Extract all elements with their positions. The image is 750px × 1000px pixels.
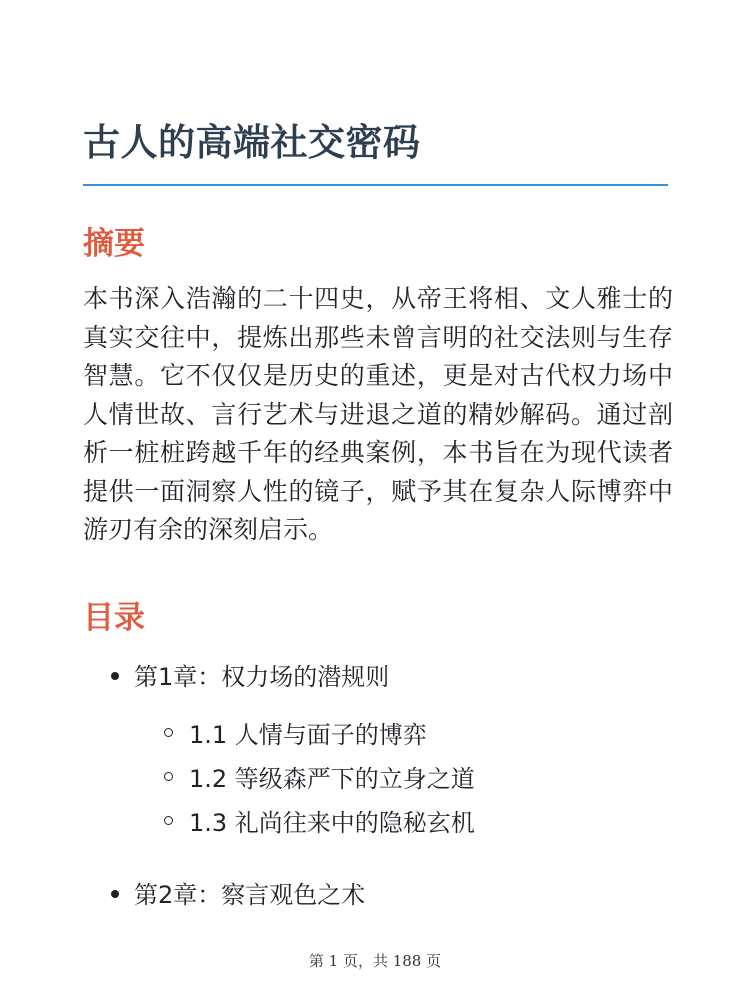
hollow-bullet-icon bbox=[164, 772, 173, 781]
filled-bullet-icon bbox=[111, 890, 119, 898]
abstract-heading: 摘要 bbox=[83, 226, 145, 262]
toc-section-label: 1.3 礼尚往来中的隐秘玄机 bbox=[189, 809, 475, 837]
toc-section-1-2 bbox=[0, 757, 750, 801]
toc-heading: 目录 bbox=[83, 600, 145, 636]
toc-chapter-1-sections bbox=[0, 713, 750, 873]
toc-chapter-label: 第1章：权力场的潜规则 bbox=[134, 663, 390, 691]
toc-chapter-label: 第2章：察言观色之术 bbox=[134, 881, 366, 909]
hollow-bullet-icon bbox=[164, 816, 173, 825]
page-number-footer: 第 1 页，共 188 页 bbox=[308, 952, 442, 970]
toc-section-label: 1.1 人情与面子的博弈 bbox=[189, 721, 427, 749]
toc-section-1-1 bbox=[0, 713, 750, 757]
filled-bullet-icon bbox=[111, 672, 119, 680]
toc-section-label: 1.2 等级森严下的立身之道 bbox=[189, 765, 475, 793]
toc-chapter-1 bbox=[0, 655, 750, 699]
title-divider bbox=[83, 184, 668, 186]
hollow-bullet-icon bbox=[164, 728, 173, 737]
document-title: 古人的高端社交密码 bbox=[83, 121, 421, 164]
table-of-contents bbox=[0, 655, 750, 917]
abstract-body: 本书深入浩瀚的二十四史，从帝王将相、文人雅士的真实交往中，提炼出那些未曾言明的社交法则与生存智慧。它不仅仅是历史的重述，更是对古代权力场中人情世故、言行艺术与进退之道的精妙解码。通过剖析一桩桩跨越千年的经典案例，本书旨在为现代读者提供一面洞察人性的镜子，赋予其在复杂人际博弈中游刃有余的深刻启示。 bbox=[83, 284, 673, 544]
toc-chapter-1-sections-wrapper bbox=[0, 713, 750, 873]
toc-section-1-3 bbox=[0, 801, 750, 845]
toc-chapter-2 bbox=[0, 873, 750, 917]
